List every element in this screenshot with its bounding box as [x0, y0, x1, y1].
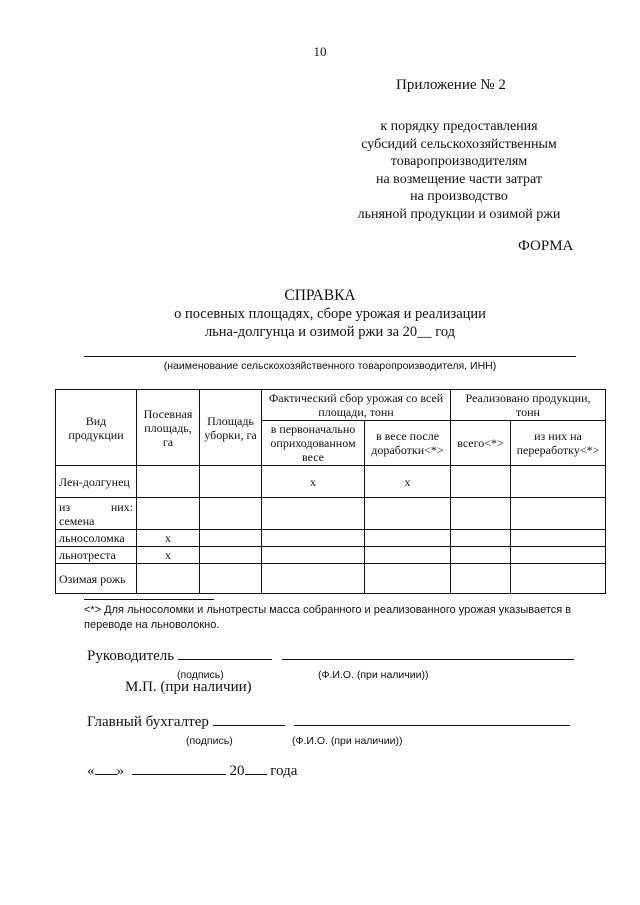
head-label: Руководитель [87, 648, 175, 664]
document-title: СПРАВКА [284, 287, 356, 304]
row-product-part: из [59, 499, 71, 514]
table-row [56, 498, 606, 530]
table-row [56, 547, 606, 564]
accountant-name-field[interactable] [294, 725, 570, 726]
cell-processing[interactable] [511, 547, 606, 564]
cell-total[interactable] [451, 547, 511, 564]
header-sown-area: Посевная площадь, га [137, 390, 200, 466]
header-sold-processing: из них на переработку<*> [511, 421, 606, 466]
accountant-signature-field[interactable] [213, 725, 285, 726]
cell-sown[interactable] [137, 466, 200, 498]
row-product-part: семена [59, 513, 95, 528]
head-signature-caption: (подпись) [177, 669, 224, 681]
header-sold-total: всего<*> [451, 421, 511, 466]
cell-sown: х [137, 547, 200, 564]
header-harvest-area: Площадь уборки, га [200, 390, 262, 466]
form-label: ФОРМА [518, 238, 574, 254]
head-signature-field[interactable] [178, 659, 272, 660]
cell-processing[interactable] [511, 530, 606, 547]
cell-sown: х [137, 530, 200, 547]
date-quote-open: « [87, 763, 95, 779]
row-product: Лен-долгунец [56, 466, 137, 498]
table-row [56, 564, 606, 594]
cell-harvest[interactable] [200, 547, 262, 564]
appendix-subtitle [328, 118, 590, 223]
cell-total[interactable] [451, 564, 511, 594]
row-product: льнотреста [56, 547, 137, 564]
date-year-suffix: года [270, 763, 298, 779]
header-actual-harvest: Фактический сбор урожая со всей площади, тонн [262, 390, 451, 421]
cell-initial: х [262, 466, 365, 498]
table-row [56, 530, 606, 547]
producer-caption: (наименование сельскохозяйственного товаропроизводителя, ИНН) [163, 360, 497, 372]
cell-harvest[interactable] [200, 564, 262, 594]
report-table [55, 389, 606, 594]
head-signature-row [87, 648, 574, 665]
accountant-signature-caption: (подпись) [186, 735, 233, 747]
cell-after: х [365, 466, 451, 498]
appendix-line: субсидий сельскохозяйственным [361, 136, 557, 152]
table-row [56, 466, 606, 498]
cell-total[interactable] [451, 498, 511, 530]
cell-sown[interactable] [137, 498, 200, 530]
subtitle-line: о посевных площадях, сборе урожая и реализации [174, 306, 486, 322]
cell-initial[interactable] [262, 498, 365, 530]
cell-after[interactable] [365, 498, 451, 530]
date-row [87, 763, 297, 780]
cell-harvest[interactable] [200, 466, 262, 498]
cell-after[interactable] [365, 530, 451, 547]
header-initial-weight: в первоначально оприходованном весе [262, 421, 365, 466]
header-after-processing: в весе после доработки<*> [365, 421, 451, 466]
header-sold: Реализовано продукции, тонн [451, 390, 606, 421]
row-product: Озимая рожь [56, 564, 137, 594]
page-number: 10 [313, 44, 327, 59]
date-year-field[interactable] [245, 774, 267, 775]
appendix-line: товаропроизводителям [390, 154, 528, 169]
footnote-divider [84, 599, 214, 600]
cell-after[interactable] [365, 564, 451, 594]
cell-initial[interactable] [262, 530, 365, 547]
cell-sown[interactable] [137, 564, 200, 594]
appendix-line: к порядку предоставления [380, 119, 538, 134]
appendix-line: на производство [410, 189, 508, 204]
cell-processing[interactable] [511, 564, 606, 594]
appendix-line: льняной продукции и озимой ржи [357, 206, 561, 222]
accountant-label: Главный бухгалтер [87, 714, 209, 730]
cell-total[interactable] [451, 466, 511, 498]
cell-harvest[interactable] [200, 530, 262, 547]
subtitle-line: льна-долгунца и озимой ржи за 20__ год [204, 324, 456, 340]
footnote: <*> Для льносоломки и льнотресты масса собранного и реализованного урожая указывается в переводе на льноволокно. [84, 604, 572, 631]
cell-processing[interactable] [511, 466, 606, 498]
producer-name-line[interactable] [84, 356, 576, 357]
cell-processing[interactable] [511, 498, 606, 530]
date-year-prefix: 20 [229, 763, 245, 779]
cell-harvest[interactable] [200, 498, 262, 530]
cell-total[interactable] [451, 530, 511, 547]
cell-initial[interactable] [262, 547, 365, 564]
stamp-label: М.П. (при наличии) [125, 679, 252, 695]
cell-after[interactable] [365, 547, 451, 564]
cell-initial[interactable] [262, 564, 365, 594]
date-month-field[interactable] [132, 774, 226, 775]
row-product-part: них: [110, 499, 133, 514]
accountant-signature-row [87, 714, 570, 731]
document-subtitle [120, 305, 540, 341]
row-product [56, 498, 137, 530]
date-quote-close: » [116, 763, 124, 779]
accountant-name-caption: (Ф.И.О. (при наличии)) [292, 735, 403, 747]
header-product: Вид продукции [56, 390, 137, 466]
appendix-title: Приложение № 2 [396, 77, 506, 93]
appendix-line: на возмещение части затрат [375, 171, 543, 187]
row-product: льносоломка [56, 530, 137, 547]
head-name-field[interactable] [282, 659, 574, 660]
date-day-field[interactable] [95, 774, 117, 775]
head-name-caption: (Ф.И.О. (при наличии)) [318, 669, 429, 681]
